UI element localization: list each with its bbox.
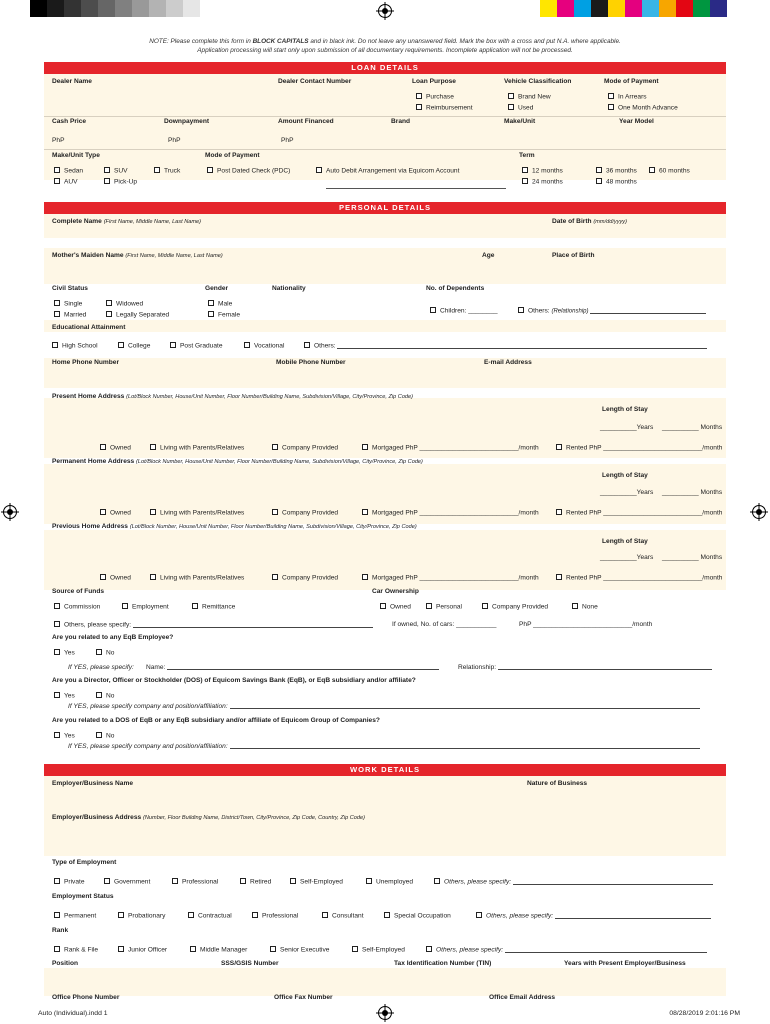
high-school-checkbox[interactable]: High School [52, 342, 98, 350]
others-funds-checkbox[interactable]: Others, please specify: [54, 621, 373, 629]
nature-label: Nature of Business [527, 780, 588, 787]
truck-checkbox[interactable]: Truck [154, 167, 180, 175]
yes-checkbox[interactable]: Yes [54, 649, 75, 657]
rank-file-checkbox[interactable]: Rank & File [54, 946, 98, 954]
if-yes-label: If YES, please specify: [68, 664, 134, 671]
color-swatch [557, 0, 574, 17]
rank-label: Rank [52, 927, 69, 934]
length-of-stay-label: Length of Stay [602, 406, 648, 413]
brand-new-checkbox[interactable]: Brand New [508, 93, 551, 101]
band [44, 320, 726, 332]
q-related-employee: Are you related to any EqB Employee? [52, 634, 174, 641]
registration-mark-icon [378, 1006, 392, 1020]
mortgaged-checkbox[interactable]: Mortgaged PhP ___________________________/month [362, 574, 539, 582]
mortgaged-checkbox[interactable]: Mortgaged PhP ___________________________/month [362, 509, 539, 517]
rented-checkbox[interactable]: Rented PhP ___________________________/month [556, 444, 722, 452]
color-swatch [30, 0, 47, 17]
color-swatch [608, 0, 625, 17]
color-swatch [217, 0, 234, 17]
divider [44, 149, 726, 150]
dob-label: Date of Birth (mm/dd/yyyy) [552, 218, 627, 225]
relationship-field[interactable]: Relationship: [458, 664, 712, 671]
color-swatch [676, 0, 693, 17]
band [44, 358, 726, 388]
section-title: PERSONAL DETAILS [44, 202, 726, 214]
color-swatch [625, 0, 642, 17]
if-yes-position-field[interactable]: If YES, please specify company and position/affiliation: [68, 703, 700, 710]
middle-manager-checkbox[interactable]: Middle Manager [190, 946, 247, 954]
vehicle-classification-label: Vehicle Classification [504, 78, 572, 85]
years-field[interactable]: __________Years [600, 424, 654, 431]
color-swatches [540, 0, 744, 17]
remittance-checkbox[interactable]: Remittance [192, 603, 235, 611]
cash-price-currency: PhP [52, 137, 65, 144]
pdc-checkbox[interactable]: Post Dated Check (PDC) [207, 167, 290, 175]
color-swatch [115, 0, 132, 17]
divider [44, 116, 726, 117]
others-type-checkbox[interactable]: Others, please specify: [434, 878, 713, 886]
loan-purpose-label: Loan Purpose [412, 78, 456, 85]
present-address-label: Present Home Address (Lot/Block Number, House/Unit Number, Floor Number/Building Name, Subdivision/Village, City/Province, Zip Code) [52, 393, 414, 400]
term-12-checkbox[interactable]: 12 months [522, 167, 563, 175]
color-swatch [47, 0, 64, 17]
self-emp-checkbox[interactable]: Self-Employed [352, 946, 405, 954]
work-details-section [44, 764, 726, 1004]
senior-executive-checkbox[interactable]: Senior Executive [270, 946, 329, 954]
name-field[interactable]: Name: [146, 664, 439, 671]
car-none-checkbox[interactable]: None [572, 603, 598, 611]
cash-price-label: Cash Price [52, 118, 87, 125]
government-checkbox[interactable]: Government [104, 878, 150, 886]
rented-checkbox[interactable]: Rented PhP ___________________________/month [556, 574, 722, 582]
previous-address-label: Previous Home Address (Lot/Block Number, House/Unit Number, Floor Number/Building Name, Subdivision/Village, City/Province, Zip Code) [52, 523, 417, 530]
amount-financed-currency: PhP [281, 137, 294, 144]
type-employment-label: Type of Employment [52, 859, 117, 866]
probationary-checkbox[interactable]: Probationary [118, 912, 165, 920]
single-checkbox[interactable]: Single [54, 300, 82, 308]
dependents-label: No. of Dependents [426, 285, 485, 292]
yes-checkbox[interactable]: Yes [54, 692, 75, 700]
pickup-checkbox[interactable]: Pick-Up [104, 178, 137, 186]
company-provided-checkbox[interactable]: Company Provided [272, 509, 338, 517]
printer-marks [0, 0, 770, 24]
post-graduate-checkbox[interactable]: Post Graduate [170, 342, 223, 350]
in-arrears-checkbox[interactable]: In Arrears [608, 93, 647, 101]
consultant-checkbox[interactable]: Consultant [322, 912, 364, 920]
employment-status-label: Employment Status [52, 893, 114, 900]
widowed-checkbox[interactable]: Widowed [106, 300, 143, 308]
others-relationship-checkbox[interactable]: Others: (Relationship) [518, 307, 706, 315]
years-field[interactable]: __________Years [600, 554, 654, 561]
no-checkbox[interactable]: No [96, 692, 114, 700]
band [44, 776, 726, 810]
color-swatch [166, 0, 183, 17]
dealer-contact-label: Dealer Contact Number [278, 78, 352, 85]
color-swatch [710, 0, 727, 17]
no-of-cars-field[interactable]: If owned, No. of cars: ___________ [392, 621, 497, 628]
office-email-label: Office Email Address [489, 994, 556, 1001]
complete-name-label: Complete Name (First Name, Middle Name, Last Name) [52, 218, 201, 225]
commission-checkbox[interactable]: Commission [54, 603, 100, 611]
sss-label: SSS/GSIS Number [221, 960, 279, 967]
car-php-field[interactable]: PhP ___________________________/month [519, 621, 653, 628]
place-of-birth-label: Place of Birth [552, 252, 595, 259]
car-owned-checkbox[interactable]: Owned [380, 603, 411, 611]
registration-mark-icon [3, 505, 17, 519]
nationality-label: Nationality [272, 285, 306, 292]
sedan-checkbox[interactable]: Sedan [54, 167, 83, 175]
email-label: E-mail Address [484, 359, 532, 366]
make-unit-type-label: Make/Unit Type [52, 152, 100, 159]
q-related-dos: Are you related to a DOS of EqB or any EqB subsidiary and/or affiliate of Equicom Group of Companies? [52, 717, 380, 724]
legally-separated-checkbox[interactable]: Legally Separated [106, 311, 169, 319]
color-swatch [98, 0, 115, 17]
loan-band [44, 74, 726, 180]
office-phone-label: Office Phone Number [52, 994, 120, 1001]
color-swatch [591, 0, 608, 17]
years-present-label: Years with Present Employer/Business [564, 960, 686, 967]
registration-mark-icon [752, 505, 766, 519]
length-of-stay-label: Length of Stay [602, 472, 648, 479]
yes-checkbox[interactable]: Yes [54, 732, 75, 740]
vocational-checkbox[interactable]: Vocational [244, 342, 284, 350]
color-swatch [540, 0, 557, 17]
suv-checkbox[interactable]: SUV [104, 167, 128, 175]
color-swatch [183, 0, 200, 17]
living-parents-checkbox[interactable]: Living with Parents/Relatives [150, 444, 244, 452]
mode-of-payment-label: Mode of Payment [604, 78, 659, 85]
term-label: Term [519, 152, 535, 159]
mode-of-payment2-label: Mode of Payment [205, 152, 260, 159]
children-checkbox[interactable]: Children: ________ [430, 307, 498, 315]
age-label: Age [482, 252, 495, 259]
company-provided-checkbox[interactable]: Company Provided [272, 574, 338, 582]
private-checkbox[interactable]: Private [54, 878, 85, 886]
footer-filename: Auto (Individual).indd 1 [38, 1010, 108, 1017]
dealer-name-label: Dealer Name [52, 78, 92, 85]
loan-details-section [44, 62, 726, 192]
gender-label: Gender [205, 285, 229, 292]
permanent-checkbox[interactable]: Permanent [54, 912, 96, 920]
registration-mark-icon [378, 4, 392, 18]
make-unit-label: Make/Unit [504, 118, 536, 125]
unemployed-checkbox[interactable]: Unemployed [366, 878, 413, 886]
term-24-checkbox[interactable]: 24 months [522, 178, 563, 186]
no-checkbox[interactable]: No [96, 732, 114, 740]
no-checkbox[interactable]: No [96, 649, 114, 657]
civil-status-label: Civil Status [52, 285, 88, 292]
living-parents-checkbox[interactable]: Living with Parents/Relatives [150, 509, 244, 517]
married-checkbox[interactable]: Married [54, 311, 86, 319]
rented-checkbox[interactable]: Rented PhP ___________________________/month [556, 509, 722, 517]
employer-address-label: Employer/Business Address (Number, Floor Building Name, District/Town, City/Province, Zip Code, Country, Zip Code) [52, 814, 365, 821]
employment-checkbox[interactable]: Employment [122, 603, 169, 611]
living-parents-checkbox[interactable]: Living with Parents/Relatives [150, 574, 244, 582]
color-swatch [81, 0, 98, 17]
color-swatch [727, 0, 744, 17]
professional2-checkbox[interactable]: Professional [252, 912, 298, 920]
used-checkbox[interactable]: Used [508, 104, 533, 112]
female-checkbox[interactable]: Female [208, 311, 240, 319]
downpayment-label: Downpayment [164, 118, 210, 125]
mobile-label: Mobile Phone Number [276, 359, 346, 366]
car-personal-checkbox[interactable]: Personal [426, 603, 462, 611]
if-yes-position-field[interactable]: If YES, please specify company and position/affiliation: [68, 743, 700, 750]
account-line[interactable] [326, 188, 506, 189]
auto-debit-checkbox[interactable]: Auto Debit Arrangement via Equicom Account [316, 167, 459, 175]
reimbursement-checkbox[interactable]: Reimbursement [416, 104, 473, 112]
brand-label: Brand [391, 118, 411, 125]
home-phone-label: Home Phone Number [52, 359, 120, 366]
owned-checkbox[interactable]: Owned [100, 574, 131, 582]
education-label: Educational Attainment [52, 324, 126, 331]
term-60-checkbox[interactable]: 60 months [649, 167, 690, 175]
q-dos: Are you a Director, Officer or Stockholder (DOS) of Equicom Savings Bank (EqB), or EqB subsidiary and/or affiliate? [52, 677, 416, 684]
color-swatch [659, 0, 676, 17]
others-rank-checkbox[interactable]: Others, please specify: [426, 946, 707, 954]
months-field[interactable]: __________ Months [662, 554, 723, 561]
one-month-advance-checkbox[interactable]: One Month Advance [608, 104, 678, 112]
tin-label: Tax Identification Number (TIN) [394, 960, 492, 967]
color-swatch [574, 0, 591, 17]
contractual-checkbox[interactable]: Contractual [188, 912, 232, 920]
office-fax-label: Office Fax Number [274, 994, 333, 1001]
personal-details-section [44, 202, 726, 758]
car-ownership-label: Car Ownership [372, 588, 419, 595]
section-title: WORK DETAILS [44, 764, 726, 776]
color-swatch [64, 0, 81, 17]
months-field[interactable]: __________ Months [662, 424, 723, 431]
others-status-checkbox[interactable]: Others, please specify: [476, 912, 711, 920]
professional-checkbox[interactable]: Professional [172, 878, 218, 886]
year-model-label: Year Model [619, 118, 654, 125]
junior-officer-checkbox[interactable]: Junior Officer [118, 946, 167, 954]
owned-checkbox[interactable]: Owned [100, 444, 131, 452]
color-swatch [132, 0, 149, 17]
form-note: NOTE: Please complete this form in BLOCK CAPITALS and in black ink. Do not leave any unanswered field. Mark the box with a cross and put N.A. where applicable. Application processing will start only upon submission of all documentary requirements. Incomplete application will not be processed. [149, 38, 621, 54]
male-checkbox[interactable]: Male [208, 300, 232, 308]
years-field[interactable]: __________Years [600, 489, 654, 496]
color-swatch [693, 0, 710, 17]
college-checkbox[interactable]: College [118, 342, 150, 350]
section-title: LOAN DETAILS [44, 62, 726, 74]
grayscale-swatches [30, 0, 234, 17]
term-36-checkbox[interactable]: 36 months [596, 167, 637, 175]
term-48-checkbox[interactable]: 48 months [596, 178, 637, 186]
length-of-stay-label: Length of Stay [602, 538, 648, 545]
company-provided-checkbox[interactable]: Company Provided [272, 444, 338, 452]
downpayment-currency: PhP [168, 137, 181, 144]
permanent-address-label: Permanent Home Address (Lot/Block Number, House/Unit Number, Floor Number/Building Name, Subdivision/Village, City/Province, Zip Code) [52, 458, 423, 465]
auv-checkbox[interactable]: AUV [54, 178, 78, 186]
band [44, 968, 726, 996]
source-funds-label: Source of Funds [52, 588, 105, 595]
maiden-name-label: Mother's Maiden Name (First Name, Middle Name, Last Name) [52, 252, 223, 259]
others-educ-checkbox[interactable]: Others: [304, 342, 707, 350]
owned-checkbox[interactable]: Owned [100, 509, 131, 517]
purchase-checkbox[interactable]: Purchase [416, 93, 454, 101]
retired-checkbox[interactable]: Retired [240, 878, 271, 886]
color-swatch [642, 0, 659, 17]
employer-label: Employer/Business Name [52, 780, 133, 787]
car-company-checkbox[interactable]: Company Provided [482, 603, 548, 611]
position-label: Position [52, 960, 79, 967]
footer-timestamp: 08/28/2019 2:01:16 PM [669, 1010, 740, 1017]
special-occupation-checkbox[interactable]: Special Occupation [384, 912, 451, 920]
mortgaged-checkbox[interactable]: Mortgaged PhP ___________________________/month [362, 444, 539, 452]
amount-financed-label: Amount Financed [278, 118, 334, 125]
self-employed-checkbox[interactable]: Self-Employed [290, 878, 343, 886]
months-field[interactable]: __________ Months [662, 489, 723, 496]
color-swatch [149, 0, 166, 17]
color-swatch [200, 0, 217, 17]
